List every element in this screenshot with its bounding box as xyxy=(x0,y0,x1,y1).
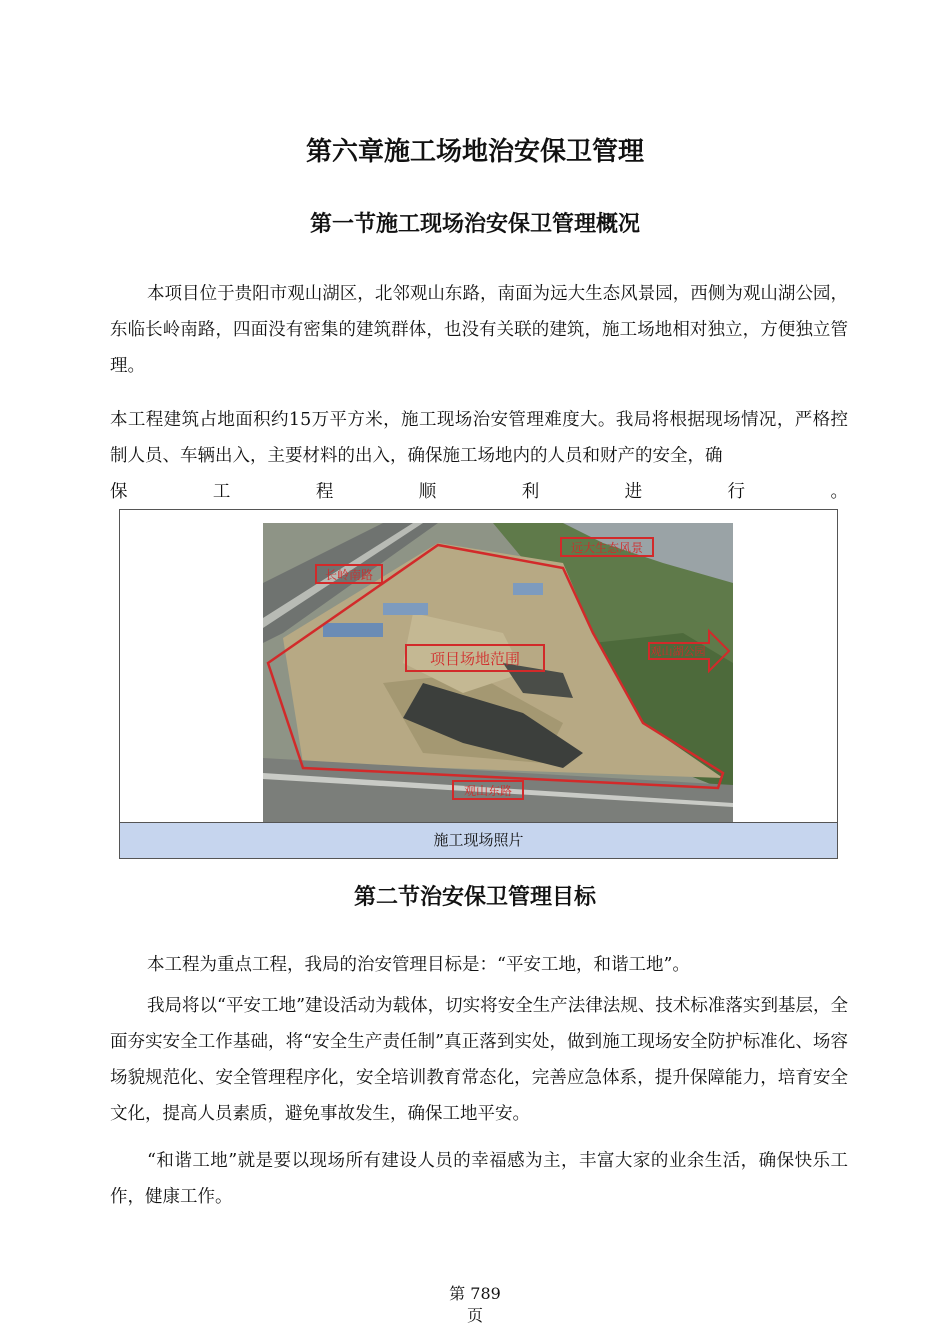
section1-heading: 第一节施工现场治安保卫管理概况 xyxy=(309,212,640,237)
page-number xyxy=(0,1283,950,1327)
spread-char: 顺 xyxy=(418,482,437,502)
site-photo-figure xyxy=(119,509,838,859)
section2-paragraph-1: 本工程为重点工程，我局的治安管理目标是：“平安工地，和谐工地”。 xyxy=(147,955,690,975)
label-park: 观山湖公园 xyxy=(650,645,706,658)
section1-paragraph-2-last-line xyxy=(110,474,848,510)
spread-char: 程 xyxy=(315,482,334,502)
page-number-line2: 页 xyxy=(466,1306,483,1325)
spread-char: 利 xyxy=(521,482,540,502)
section2-paragraph-2: 我局将以“平安工地”建设活动为载体，切实将安全生产法律法规、技术标准落实到基层，全面夯实安全工作基础，将“安全生产责任制”真正落到实处，做到施工现场安全防护标准化、场容场貌规范化、安全管理程序化，安全培训教育常态化，完善应急体系，提升保障能力，培育安全文化，提高人员素质，避免事故发生，确保工地平安。 xyxy=(110,996,848,1124)
label-yuanda: 远大生态风景 xyxy=(570,541,644,555)
section2-heading: 第二节治安保卫管理目标 xyxy=(353,885,596,910)
label-changling: 长岭南路 xyxy=(324,568,374,582)
section1-paragraph-1: 本项目位于贵阳市观山湖区，北邻观山东路，南面为远大生态风景园，西侧为观山湖公园，东临长岭南路，四面没有密集的建筑群体，也没有关联的建筑，施工场地相对独立，方便独立管理。 xyxy=(110,284,848,376)
site-aerial-photo xyxy=(263,523,733,823)
spread-char: 行 xyxy=(727,482,746,502)
chapter-title: 第六章施工场地治安保卫管理 xyxy=(305,137,644,167)
figure-caption: 施工现场照片 xyxy=(120,822,837,858)
spread-char: 。 xyxy=(830,482,848,502)
section2-paragraph-3: “和谐工地”就是要以现场所有建设人员的幸福感为主，丰富大家的业余生活，确保快乐工作，健康工作。 xyxy=(110,1151,848,1207)
label-guanshan: 观山东路 xyxy=(463,784,513,798)
spread-char: 保 xyxy=(110,482,128,502)
page-number-line1: 第 789 xyxy=(449,1284,501,1303)
spread-char: 工 xyxy=(212,482,231,502)
section1-paragraph-2: 本工程建筑占地面积约15万平方米，施工现场治安管理难度大。我局将根据现场情况，严格控制人员、车辆出入，主要材料的出入，确保施工场地内的人员和财产的安全，确 xyxy=(110,410,848,466)
label-site: 项目场地范围 xyxy=(429,650,521,668)
spread-char: 进 xyxy=(624,482,643,502)
